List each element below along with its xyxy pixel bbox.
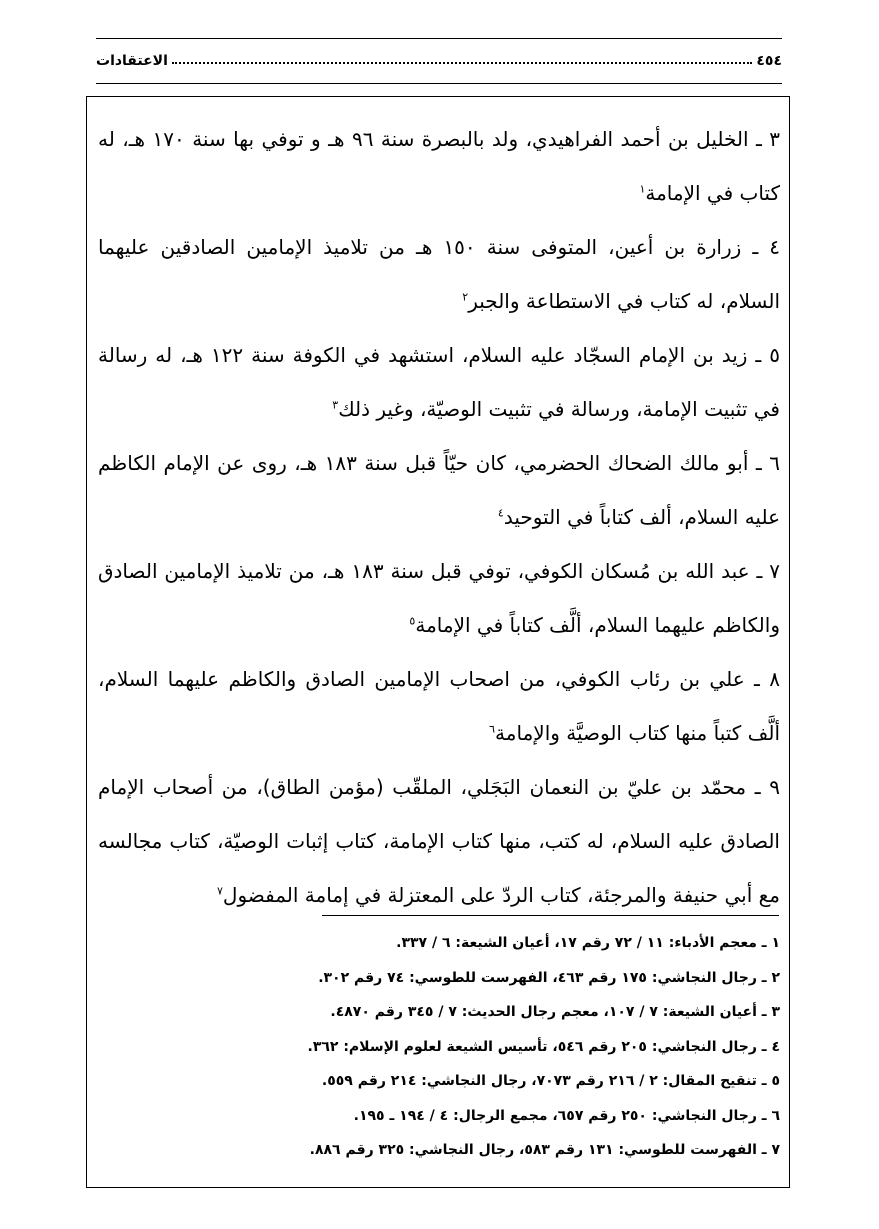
footnote-7: ٧ ـ الفهرست للطوسي: ١٣١ رقم ٥٨٣، رجال النجاشي: ٣٢٥ رقم ٨٨٦. xyxy=(309,1142,780,1158)
footnote-marker[interactable]: ٧ xyxy=(216,884,223,898)
footnote-6: ٦ ـ رجال النجاشي: ٢٥٠ رقم ٦٥٧، مجمع الرجال: ٤ / ١٩٤ ـ ١٩٥. xyxy=(353,1107,780,1124)
footnote-marker[interactable]: ٦ xyxy=(489,722,496,736)
section-title: الاعتقادات xyxy=(96,53,168,69)
page-number: ٤٥٤ xyxy=(756,53,782,69)
entry-9 xyxy=(98,760,780,922)
running-head xyxy=(96,50,782,72)
header-rule xyxy=(96,83,782,84)
entry-6 xyxy=(98,436,780,544)
footnote-3: ٣ ـ أعيان الشيعة: ٧ / ١٠٧، معجم رجال الحديث: ٧ / ٣٤٥ رقم ٤٨٧٠. xyxy=(330,1004,780,1020)
dot-leader xyxy=(172,62,752,64)
entry-text: ٧ ـ عبد الله بن مُسكان الكوفي، توفي قبل سنة ١٨٣ هـ، من تلاميذ الإمامين الصادق والكاظم عليهما السلام، ألَّف كتاباً في الإمامة xyxy=(98,559,780,637)
footnote-marker[interactable]: ٣ xyxy=(332,398,339,412)
footnote-2: ٢ ـ رجال النجاشي: ١٧٥ رقم ٤٦٣، الفهرست للطوسي: ٧٤ رقم ٣٠٢. xyxy=(318,969,780,986)
entry-text: ٣ ـ الخليل بن أحمد الفراهيدي، ولد بالبصرة سنة ٩٦ هـ و توفي بها سنة ١٧٠ هـ، له كتاب في الإمامة xyxy=(98,127,781,205)
entry-3 xyxy=(98,112,780,220)
entry-4 xyxy=(98,220,780,328)
main-text xyxy=(98,112,780,922)
entry-5 xyxy=(98,328,780,436)
footnote-marker[interactable]: ٥ xyxy=(409,614,416,628)
entry-8 xyxy=(98,652,780,760)
entry-text: ٨ ـ علي بن رئاب الكوفي، من اصحاب الإمامين الصادق والكاظم عليهما السلام، ألَّف كتباً منها كتاب الوصيَّة والإمامة xyxy=(98,667,780,745)
footnote-marker[interactable]: ٢ xyxy=(462,290,469,304)
entry-text: ٥ ـ زيد بن الإمام السجّاد عليه السلام، استشهد في الكوفة سنة ١٢٢ هـ، له رسالة في تثبيت الإمامة، ورسالة في تثبيت الوصيّة، وغير ذلك xyxy=(98,343,781,421)
footnote-marker[interactable]: ٤ xyxy=(497,506,504,520)
footnote-marker[interactable]: ١ xyxy=(639,182,646,196)
entry-text: ٤ ـ زرارة بن أعين، المتوفى سنة ١٥٠ هـ من تلاميذ الإمامين الصادقين عليهما السلام، له كتاب في الاستطاعة والجبر xyxy=(98,235,780,313)
top-rule xyxy=(96,38,782,39)
footnote-1: ١ ـ معجم الأدباء: ١١ / ٧٢ رقم ١٧، أعيان الشيعة: ٦ / ٣٣٧. xyxy=(396,935,780,951)
entry-7 xyxy=(98,544,780,652)
footnote-5: ٥ ـ تنقيح المقال: ٢ / ٢١٦ رقم ٧٠٧٣، رجال النجاشي: ٢١٤ رقم ٥٥٩. xyxy=(321,1073,780,1089)
footnotes xyxy=(98,926,780,1168)
entry-text: ٩ ـ محمّد بن عليّ بن النعمان البَجَلي، الملقّب (مؤمن الطاق)، من أصحاب الإمام الصادق عليه السلام، له كتب، منها كتاب الإمامة، كتاب إثبات الوصيّة، كتاب مجالسه مع أبي حنيفة والمرجئة، كتاب الردّ على المعتزلة في إمامة المفضول xyxy=(98,775,780,907)
footnote-4: ٤ ـ رجال النجاشي: ٢٠٥ رقم ٥٤٦، تأسيس الشيعة لعلوم الإسلام: ٣٦٢. xyxy=(307,1038,780,1055)
entry-text: ٦ ـ أبو مالك الضحاك الحضرمي، كان حيّاً قبل سنة ١٨٣ هـ، روى عن الإمام الكاظم عليه السلام، ألف كتاباً في التوحيد xyxy=(98,451,780,529)
footnote-separator xyxy=(322,915,779,916)
